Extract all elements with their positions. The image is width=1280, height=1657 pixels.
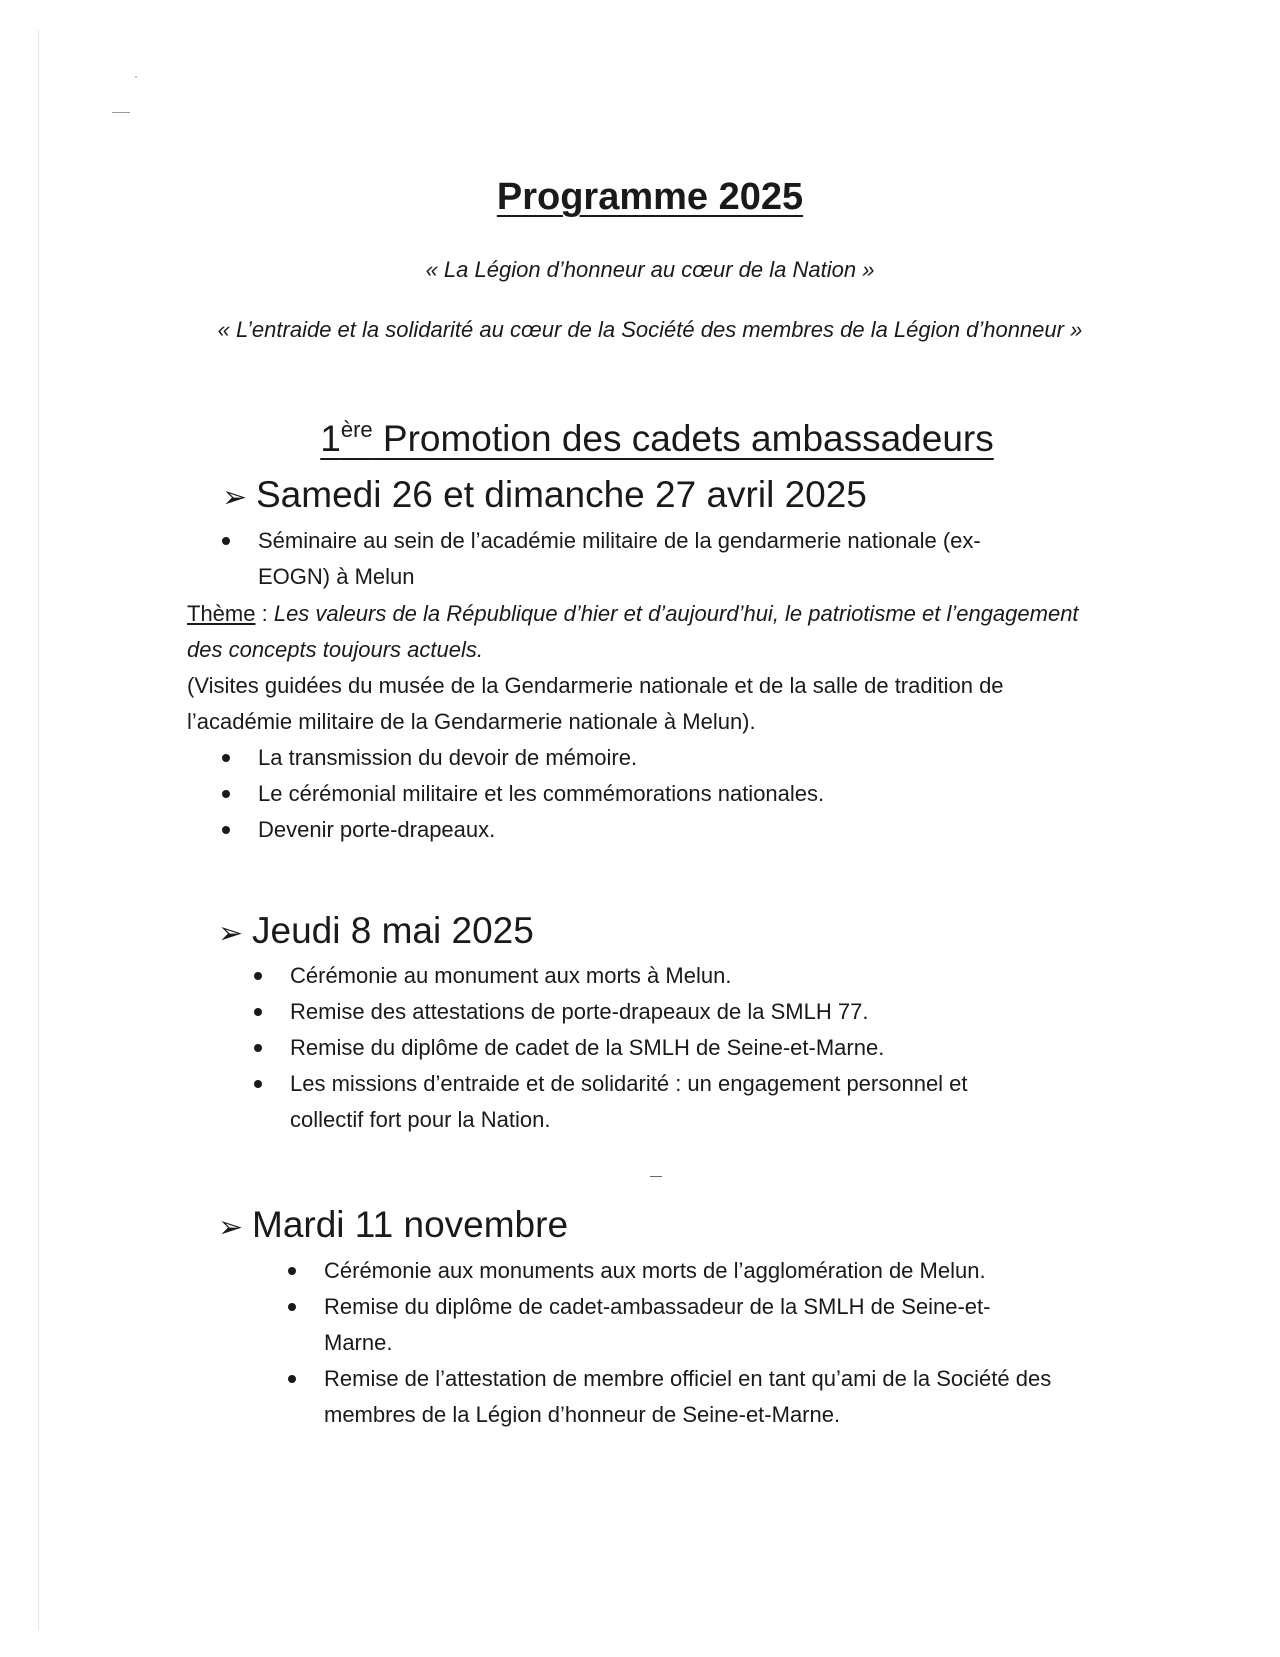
list-item xyxy=(222,776,1082,812)
arrow-bullet-icon: ➢ xyxy=(218,1211,244,1244)
bullet-list xyxy=(288,1253,1058,1433)
bullet-dot-icon xyxy=(288,1375,296,1383)
scan-speck xyxy=(112,112,130,113)
list-item xyxy=(288,1289,1058,1361)
bullet-dot-icon xyxy=(222,826,230,834)
scan-speck xyxy=(650,1176,662,1177)
list-item-text: Devenir porte-drapeaux. xyxy=(258,817,496,842)
list-item-text: Cérémonie aux monuments aux morts de l’agglomération de Melun. xyxy=(324,1258,986,1283)
list-item xyxy=(254,1030,984,1066)
arrow-bullet-icon: ➢ xyxy=(218,917,244,950)
promotion-ordinal-suffix: ère xyxy=(340,417,373,442)
list-item-text: Les missions d’entraide et de solidarité : un engagement personnel et collectif fort pour la Nation. xyxy=(290,1071,968,1132)
list-item-text: Remise des attestations de porte-drapeaux de la SMLH 77. xyxy=(290,999,869,1024)
bullet-dot-icon xyxy=(254,1080,262,1088)
list-item xyxy=(254,1066,984,1138)
bullet-list xyxy=(254,958,984,1138)
bullet-dot-icon xyxy=(222,754,230,762)
section-heading-text: Jeudi 8 mai 2025 xyxy=(252,910,534,951)
list-item-text: Cérémonie au monument aux morts à Melun. xyxy=(290,963,732,988)
promotion-heading xyxy=(0,416,1280,462)
bullet-dot-icon xyxy=(222,537,230,545)
theme-paragraph xyxy=(187,596,1087,668)
scan-speck: · xyxy=(134,69,138,83)
list-item-text: La transmission du devoir de mémoire. xyxy=(258,745,638,770)
bullet-dot-icon xyxy=(254,972,262,980)
list-item xyxy=(222,812,1082,848)
bullet-list xyxy=(222,740,1082,848)
section-heading xyxy=(218,908,534,957)
section-heading-text: Samedi 26 et dimanche 27 avril 2025 xyxy=(256,474,867,515)
subtitle-motto: « La Légion d’honneur au cœur de la Nation » xyxy=(425,257,875,282)
list-item-text: Séminaire au sein de l’académie militaire de la gendarmerie nationale (ex-EOGN) à Melun xyxy=(258,528,981,589)
bullet-dot-icon xyxy=(288,1267,296,1275)
visits-note: (Visites guidées du musée de la Gendarmerie nationale et de la salle de tradition de l’académie militaire de la Gendarmerie nationale à Melun). xyxy=(187,673,1004,734)
theme-label: Thème xyxy=(187,601,256,626)
theme-separator: : xyxy=(255,601,274,626)
list-item-text: Remise du diplôme de cadet de la SMLH de Seine-et-Marne. xyxy=(290,1035,885,1060)
bullet-dot-icon xyxy=(254,1044,262,1052)
list-item-text: Remise du diplôme de cadet-ambassadeur de la SMLH de Seine-et-Marne. xyxy=(324,1294,991,1355)
arrow-bullet-icon: ➢ xyxy=(222,481,248,514)
theme-text: Les valeurs de la République d’hier et d’aujourd’hui, le patriotisme et l’engagement des concepts toujours actuels. xyxy=(187,601,1079,662)
bullet-dot-icon xyxy=(254,1008,262,1016)
list-item-text: Remise de l’attestation de membre officiel en tant qu’ami de la Société des membres de la Légion d’honneur de Seine-et-Marne. xyxy=(324,1366,1052,1427)
bullet-dot-icon xyxy=(288,1303,296,1311)
section-heading-text: Mardi 11 novembre xyxy=(252,1204,569,1245)
list-item xyxy=(288,1361,1058,1433)
list-item xyxy=(222,523,1002,595)
list-item xyxy=(288,1253,1058,1289)
section-heading xyxy=(218,1202,568,1251)
promotion-label: Promotion des cadets ambassadeurs xyxy=(382,418,994,459)
promotion-ordinal: 1 xyxy=(320,418,341,459)
bullet-list xyxy=(222,523,1002,595)
section-heading xyxy=(222,472,867,521)
list-item xyxy=(222,740,1082,776)
bullet-dot-icon xyxy=(222,790,230,798)
list-item xyxy=(254,958,984,994)
list-item-text: Le cérémonial militaire et les commémorations nationales. xyxy=(258,781,825,806)
subtitle-motto-2: « L’entraide et la solidarité au cœur de la Société des membres de la Légion d’honneur » xyxy=(217,317,1083,342)
list-item xyxy=(254,994,984,1030)
page-title: Programme 2025 xyxy=(496,176,804,218)
